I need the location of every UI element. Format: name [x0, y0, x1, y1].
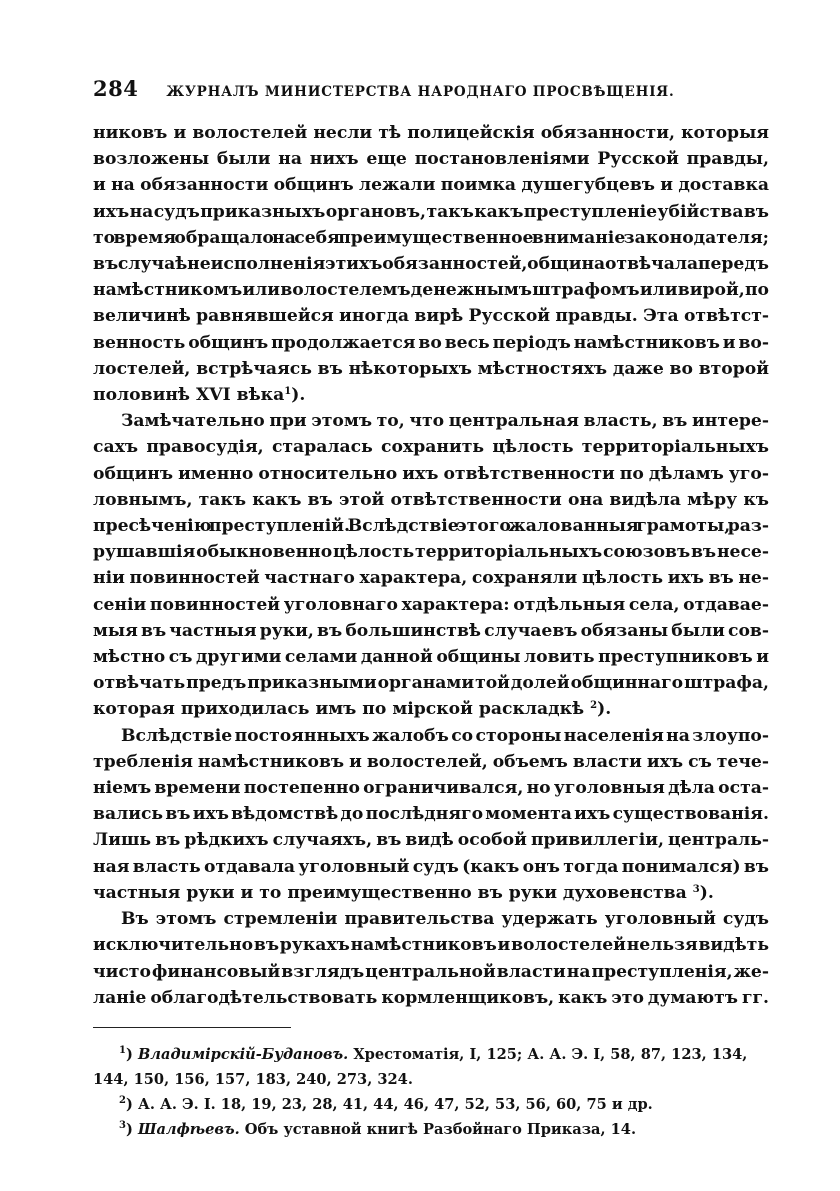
text-line: мыя въ частныя руки, въ большинствѣ случаевъ обязаны были сов- — [93, 620, 769, 641]
text-line: вались въ ихъ вѣдомствѣ до послѣдняго момента ихъ существованія. — [93, 804, 769, 825]
page-header — [93, 76, 769, 110]
text-line: пресѣченію преступленій. Вслѣдствіе этого жалованныя грамоты, раз- — [93, 516, 769, 537]
text-fragment: которая приходилась имъ по мірской раскладкѣ — [93, 699, 591, 720]
text-line: ихъ на судъ приказныхъ органовъ, такъ какъ преступленіе убійства въ — [93, 201, 769, 222]
text-line: намѣстникомъ или волостелемъ денежнымъ штрафомъ или вирой, по — [93, 280, 769, 301]
text-line: требленія намѣстниковъ и волостелей, объемъ власти ихъ съ тече- — [93, 751, 769, 772]
text-fragment: половинѣ XVI вѣка — [93, 385, 285, 406]
text-line: отвѣчать предъ приказными органами той долей общиннаго штрафа, — [93, 673, 769, 694]
paragraph-1 — [93, 120, 769, 408]
text-line: общинъ именно относительно ихъ отвѣтственности по дѣламъ уго- — [93, 463, 769, 484]
text-line: никовъ и волостелей несли тѣ полицейскія обязанности, которыя — [93, 123, 769, 143]
page-number: 284 — [93, 76, 139, 101]
text-line: мѣстно съ другими селами данной общины ловить преступниковъ и — [93, 647, 769, 668]
footnote-ref: 3 — [692, 883, 700, 895]
text-line — [93, 382, 769, 408]
text-line — [93, 880, 769, 906]
footnote-2: $^2$) А. А. Э. I. 18, 19, 23, 28, 41, 44, 46, 47, 52, 53, 56, 60, 75 и др. — [119, 1094, 653, 1113]
text-line: рушавшія обыкновенно цѣлость территоріальныхъ союзовъ въ несе- — [93, 542, 769, 563]
footnote-3: $^3$) Шалфѣевъ. Объ уставной книгѣ Разбойнаго Приказа, 14. — [119, 1119, 637, 1138]
footnotes — [93, 1042, 769, 1142]
text-fragment: ). — [597, 699, 612, 720]
footnote-mark: 2 — [119, 1094, 126, 1106]
footnote-ref: 1 — [284, 386, 292, 398]
text-line: лостелей, встрѣчаясь въ нѣкоторыхъ мѣстностяхъ даже во второй — [93, 358, 769, 379]
document-page — [93, 76, 769, 1142]
text-line — [93, 696, 769, 722]
text-line: исключительно въ рукахъ намѣстниковъ и волостелей нельзя видѣть — [93, 935, 769, 956]
text-fragment: ). — [291, 385, 306, 406]
footnote-separator — [93, 1027, 291, 1028]
text-line: то время обращало на себя преимущественное вниманіе законодателя; — [93, 227, 769, 248]
text-line: Замѣчательно при этомъ то, что центральная власть, въ интере- — [121, 411, 769, 432]
text-line: ніемъ времени постепенно ограничивался, но уголовныя дѣла оста- — [93, 778, 769, 799]
paragraph-2 — [93, 408, 769, 722]
paragraph-3 — [93, 723, 769, 906]
footnote-mark: 1 — [119, 1044, 126, 1056]
footnote-mark: 3 — [119, 1119, 126, 1131]
text-line: венность общинъ продолжается во весь періодъ намѣстниковъ и во- — [93, 332, 769, 353]
footnote-text: Объ уставной книгѣ Разбойнаго Приказа, 14. — [239, 1120, 637, 1138]
text-line: и на обязанности общинъ лежали поимка душегубцевъ и доставка — [93, 175, 769, 196]
text-line: ная власть отдавала уголовный судъ (какъ онъ тогда понимался) въ — [93, 856, 769, 877]
text-line: возложены были на нихъ еще постановленіями Русской правды, — [93, 149, 769, 170]
footnote-1: $^1$) Владимірскій-Будановъ. Хрестоматія, I, 125; А. А. Э. I, 58, 87, 123, 134, — [119, 1044, 748, 1063]
text-line: ланіе облагодѣтельствовать кормленщиковъ, какъ это думаютъ гг. — [93, 987, 769, 1008]
text-line: Лишь въ рѣдкихъ случаяхъ, въ видѣ особой привиллегіи, централь- — [93, 830, 769, 851]
paragraph-4 — [93, 906, 769, 1011]
text-line: ловнымъ, такъ какъ въ этой отвѣтственности она видѣла мѣру къ — [93, 489, 769, 510]
footnote-1-continuation: 144, 150, 156, 157, 183, 240, 273, 324. — [93, 1070, 413, 1088]
text-fragment: ). — [699, 882, 714, 903]
text-line: чисто финансовый взглядъ центральной власти на преступленія, же- — [93, 961, 769, 982]
text-line: ніи повинностей частнаго характера, сохраняли цѣлость ихъ въ не- — [93, 568, 769, 589]
footnote-author: Шалфѣевъ. — [137, 1120, 240, 1138]
text-fragment: частныя руки и то преимущественно въ руки духовенства — [93, 882, 693, 903]
text-line: Въ этомъ стремленіи правительства удержать уголовный судъ — [121, 909, 769, 930]
text-line: величинѣ равнявшейся иногда вирѣ Русской правды. Эта отвѣтст- — [93, 306, 769, 327]
text-line: Вслѣдствіе постоянныхъ жалобъ со стороны населенія на злоупо- — [121, 725, 769, 746]
footnote-author: Владимірскій-Будановъ. — [137, 1045, 349, 1063]
body-text — [93, 120, 769, 1011]
footnote-text: А. А. Э. I. 18, 19, 23, 28, 41, 44, 46, 47, 52, 53, 56, 60, 75 и др. — [132, 1095, 653, 1113]
running-title: ЖУРНАЛЪ МИНИСТЕРСТВА НАРОДНАГО ПРОСВѢЩЕНІЯ. — [166, 84, 675, 100]
text-line: сахъ правосудія, старалась сохранить цѣлость территоріальныхъ — [93, 437, 769, 458]
text-line: сеніи повинностей уголовнаго характера: отдѣльныя села, отдавае- — [93, 594, 769, 615]
footnote-text: Хрестоматія, I, 125; А. А. Э. I, 58, 87, 123, 134, — [348, 1045, 748, 1063]
footnote-ref: 2 — [590, 700, 598, 712]
text-line: въ случаѣ неисполненія этихъ обязанностей, община отвѣчала передъ — [93, 254, 769, 275]
